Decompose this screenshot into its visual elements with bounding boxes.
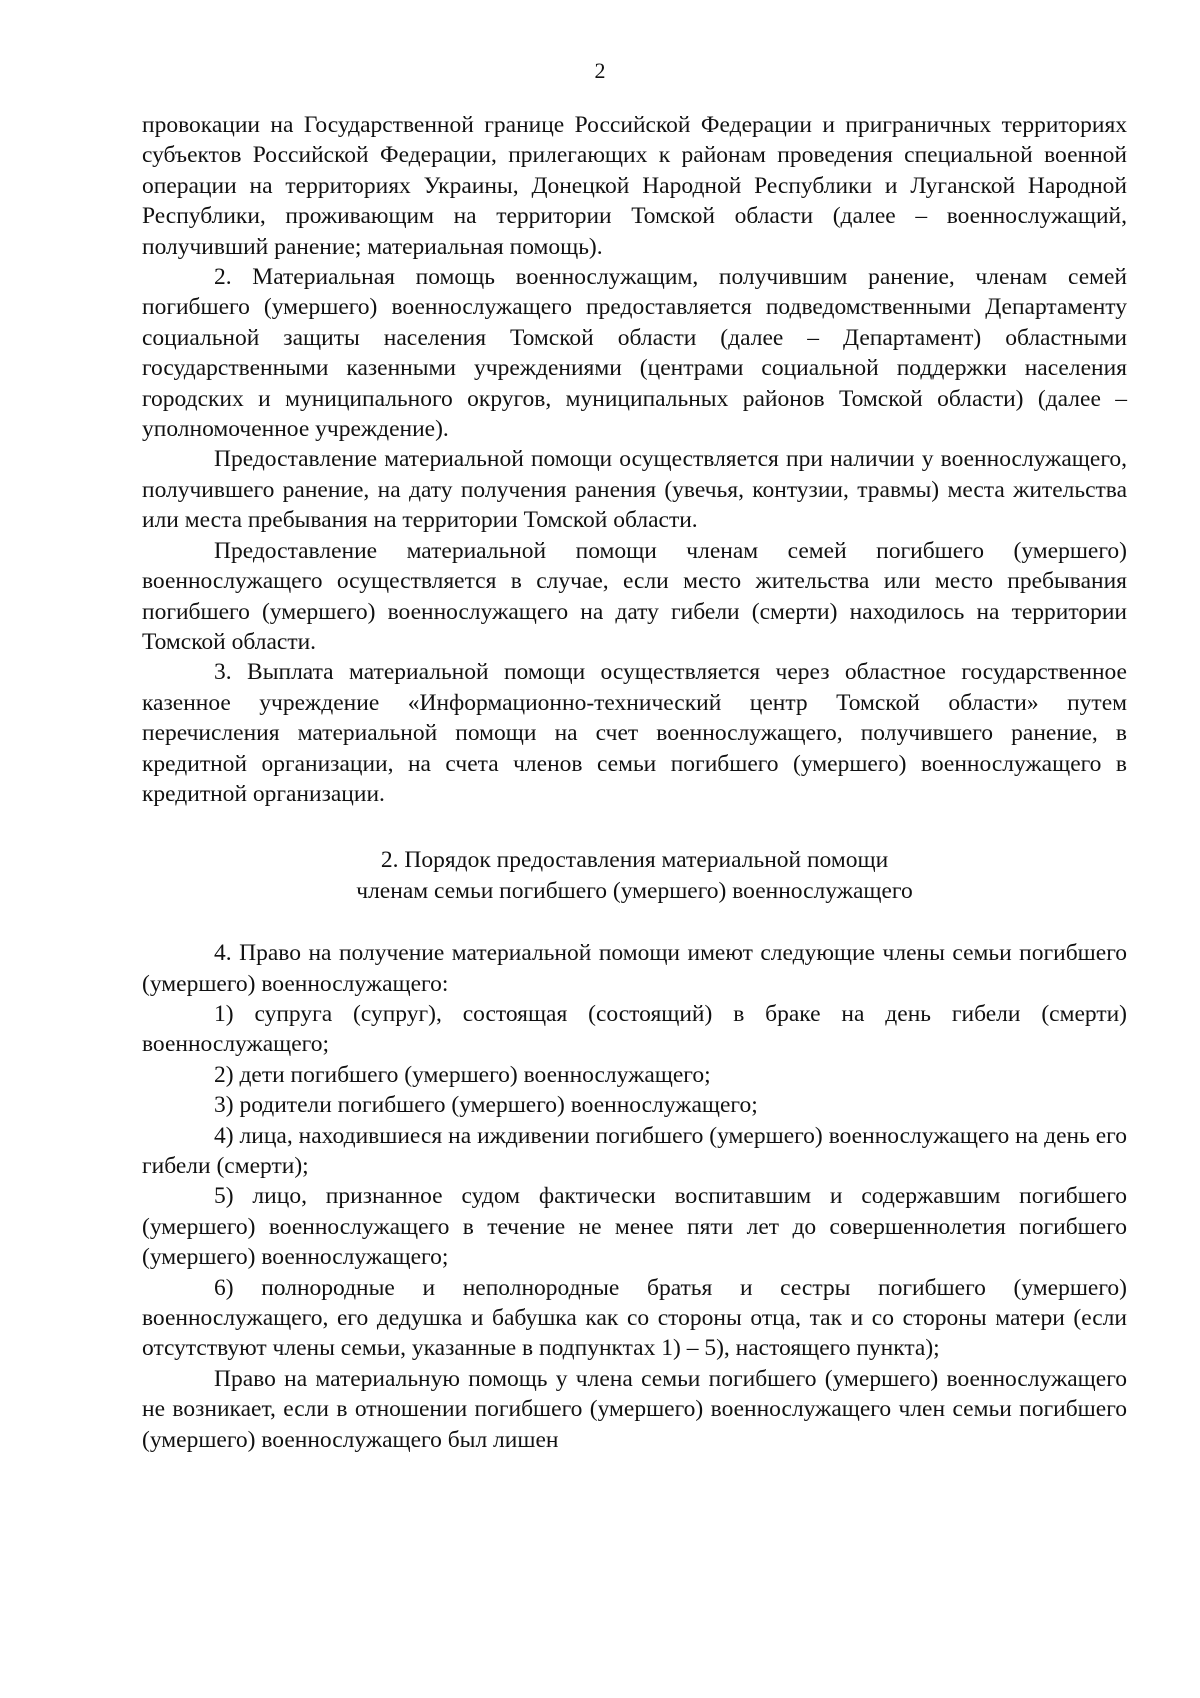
list-item-4: 4) лица, находившиеся на иждивении погибшего (умершего) военнослужащего на день его гибели (смерти); <box>142 1122 1127 1179</box>
list-item-1: 1) супруга (супруг), состоящая (состоящий) в браке на день гибели (смерти) военнослужащего; <box>142 1000 1127 1058</box>
document-body <box>142 110 1127 1455</box>
list-item-2: 2) дети погибшего (умершего) военнослужащего; <box>214 1061 711 1088</box>
paragraph-item-3: 3. Выплата материальной помощи осуществляется через областное государственное казенное учреждение «Информационно-технический центр Томской области» путем перечисления материальной помощи на счет военнослужащего, получившего ранение, в кредитной организации, на счета членов семьи погибшего (умершего) военнослужащего в кредитной организации. <box>142 659 1127 807</box>
paragraph-wounded-condition: Предоставление материальной помощи осуществляется при наличии у военнослужащего, получившего ранение, на дату получения ранения (увечья, контузии, травмы) места жительства или места пребывания на территории Томской области. <box>142 446 1127 534</box>
page-number: 2 <box>594 58 606 83</box>
paragraph-item-4: 4. Право на получение материальной помощи имеют следующие члены семьи погибшего (умершего) военнослужащего: <box>142 940 1127 997</box>
paragraph-family-condition: Предоставление материальной помощи членам семей погибшего (умершего) военнослужащего осуществляется в случае, если место жительства или место пребывания погибшего (умершего) военнослужащего на дату гибели (смерти) находилось на территории Томской области. <box>142 537 1127 655</box>
paragraph-continuation: провокации на Государственной границе Российской Федерации и приграничных территориях субъектов Российской Федерации, прилегающих к районам проведения специальной военной операции на территориях Украины, Донецкой Народной Республики и Луганской Народной Республики, проживающим на территории Томской области (далее – военнослужащий, получивший ранение; материальная помощь). <box>142 112 1127 260</box>
list-item-5: 5) лицо, признанное судом фактически воспитавшим и содержавшим погибшего (умершего) военнослужащего в течение не менее пяти лет до совершеннолетия погибшего (умершего) военнослужащего; <box>142 1183 1127 1271</box>
list-item-6: 6) полнородные и неполнородные братья и сестры погибшего (умершего) военнослужащего, его дедушка и бабушка как со стороны отца, так и со стороны матери (если отсутствуют члены семьи, указанные в подпунктах 1) – 5), настоящего пункта); <box>142 1274 1127 1362</box>
paragraph-item-2: 2. Материальная помощь военнослужащим, получившим ранение, членам семей погибшего (умершего) военнослужащего предоставляется подведомственными Департаменту социальной защиты населения Томской области (далее – Департамент) областными государственными казенными учреждениями (центрами социальной поддержки населения городских и муниципального округов, муниципальных районов Томской области) (далее – уполномоченное учреждение). <box>142 264 1127 443</box>
paragraph-right-exclusion: Право на материальную помощь у члена семьи погибшего (умершего) военнослужащего не возникает, если в отношении погибшего (умершего) военнослужащего член семьи погибшего (умершего) военнослужащего был лишен <box>142 1365 1127 1453</box>
section-heading-line-1: 2. Порядок предоставления материальной помощи <box>380 847 889 874</box>
list-item-3: 3) родители погибшего (умершего) военнослужащего; <box>214 1092 758 1119</box>
section-heading <box>142 845 1127 906</box>
section-heading-line-2: членам семьи погибшего (умершего) военнослужащего <box>356 877 913 904</box>
